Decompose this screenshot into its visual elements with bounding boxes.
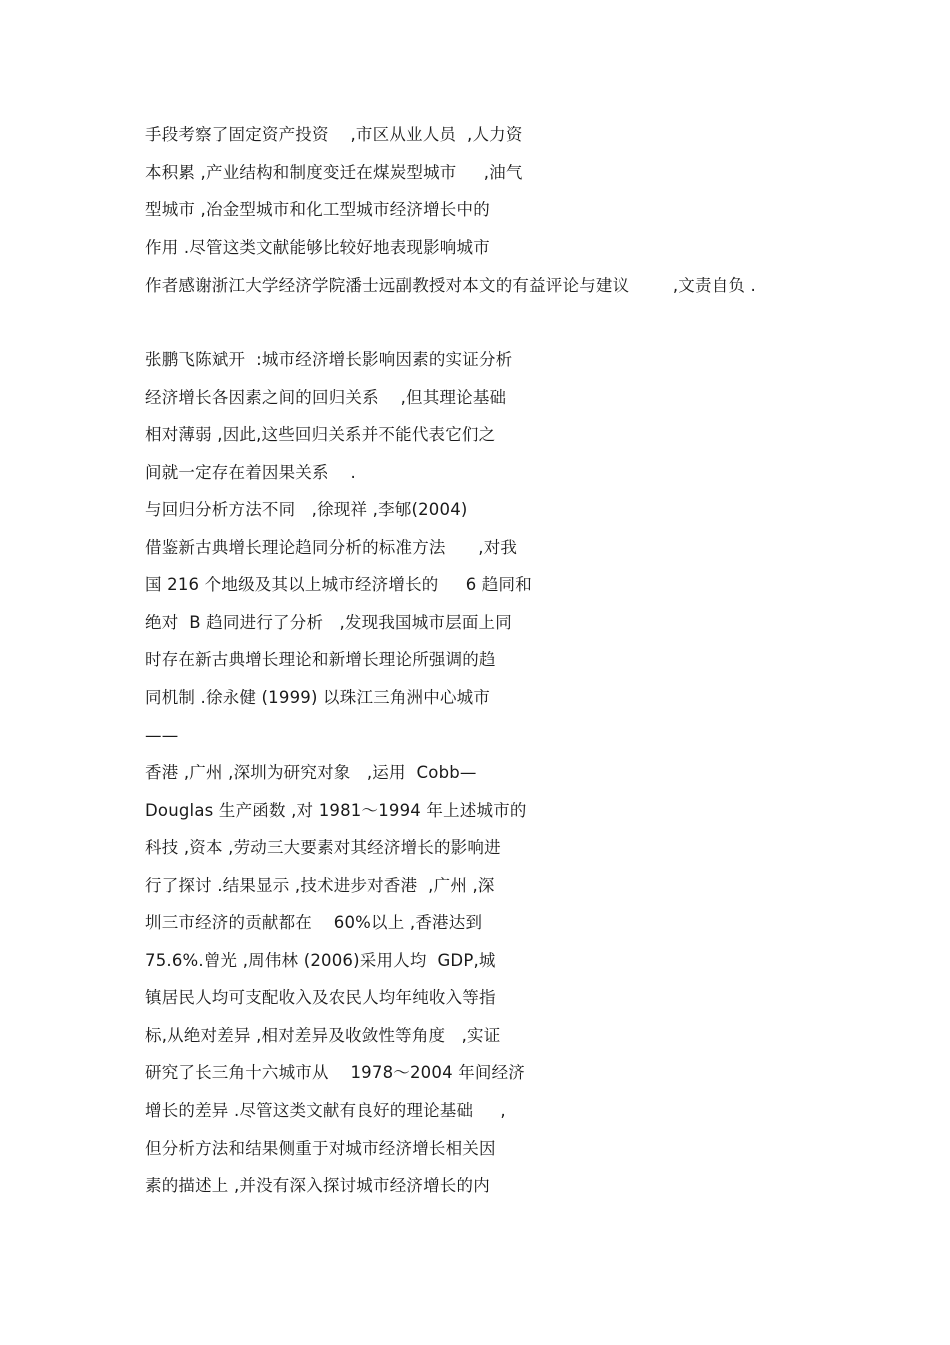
text-line: Douglas 生产函数 ,对 1981～1994 年上述城市的 — [145, 800, 527, 820]
text-line: 标,从绝对差异 ,相对差异及收敛性等角度 ,实证 — [145, 1025, 501, 1045]
text-line: 研究了长三角十六城市从 1978～2004 年间经济 — [145, 1063, 526, 1083]
text-line: 但分析方法和结果侧重于对城市经济增长相关因 — [145, 1138, 496, 1158]
text-line: —— — [145, 725, 179, 745]
text-line: 时存在新古典增长理论和新增长理论所强调的趋 — [145, 650, 496, 670]
text-line: 张鹏飞陈斌开 :城市经济增长影响因素的实证分析 — [145, 350, 513, 369]
text-line: 素的描述上 ,并没有深入探讨城市经济增长的内 — [145, 1176, 490, 1196]
text-line: 镇居民人均可支配收入及农民人均年纯收入等指 — [145, 988, 496, 1008]
footnote: 作者感谢浙江大学经济学院潘士远副教授对本文的有益评论与建议 ,文责自负 . — [145, 276, 756, 295]
text-line: 借鉴新古典增长理论趋同分析的标准方法 ,对我 — [145, 537, 518, 557]
text-line: 与回归分析方法不同 ,徐现祥 ,李郇(2004) — [145, 500, 468, 520]
text-line: 相对薄弱 ,因此,这些回归关系并不能代表它们之 — [145, 425, 496, 445]
text-line: 科技 ,资本 ,劳动三大要素对其经济增长的影响进 — [145, 838, 501, 858]
text-line: 间就一定存在着因果关系 . — [145, 462, 356, 482]
text-line: 增长的差异 .尽管这类文献有良好的理论基础 , — [145, 1101, 506, 1120]
text-line: 绝对 B 趋同进行了分析 ,发现我国城市层面上同 — [145, 612, 512, 632]
text-line: 作用 .尽管这类文献能够比较好地表现影响城市 — [145, 237, 490, 257]
text-line: 同机制 .徐永健 (1999) 以珠江三角洲中心城市 — [145, 687, 491, 707]
text-line: 手段考察了固定资产投资 ,市区从业人员 ,人力资 — [145, 125, 523, 144]
text-line: 型城市 ,冶金型城市和化工型城市经济增长中的 — [145, 200, 490, 219]
text-line: 75.6%.曾光 ,周伟林 (2006)采用人均 GDP,城 — [145, 950, 496, 970]
text-line: 国 216 个地级及其以上城市经济增长的 6 趋同和 — [145, 575, 532, 595]
text-line: 经济增长各因素之间的回归关系 ,但其理论基础 — [145, 387, 507, 407]
text-line: 圳三市经济的贡献都在 60%以上 ,香港达到 — [145, 913, 483, 933]
text-line: 行了探讨 .结果显示 ,技术进步对香港 ,广州 ,深 — [145, 875, 495, 895]
text-line: 本积累 ,产业结构和制度变迁在煤炭型城市 ,油气 — [145, 162, 523, 182]
text-line: 香港 ,广州 ,深圳为研究对象 ,运用 Cobb— — [145, 763, 477, 783]
